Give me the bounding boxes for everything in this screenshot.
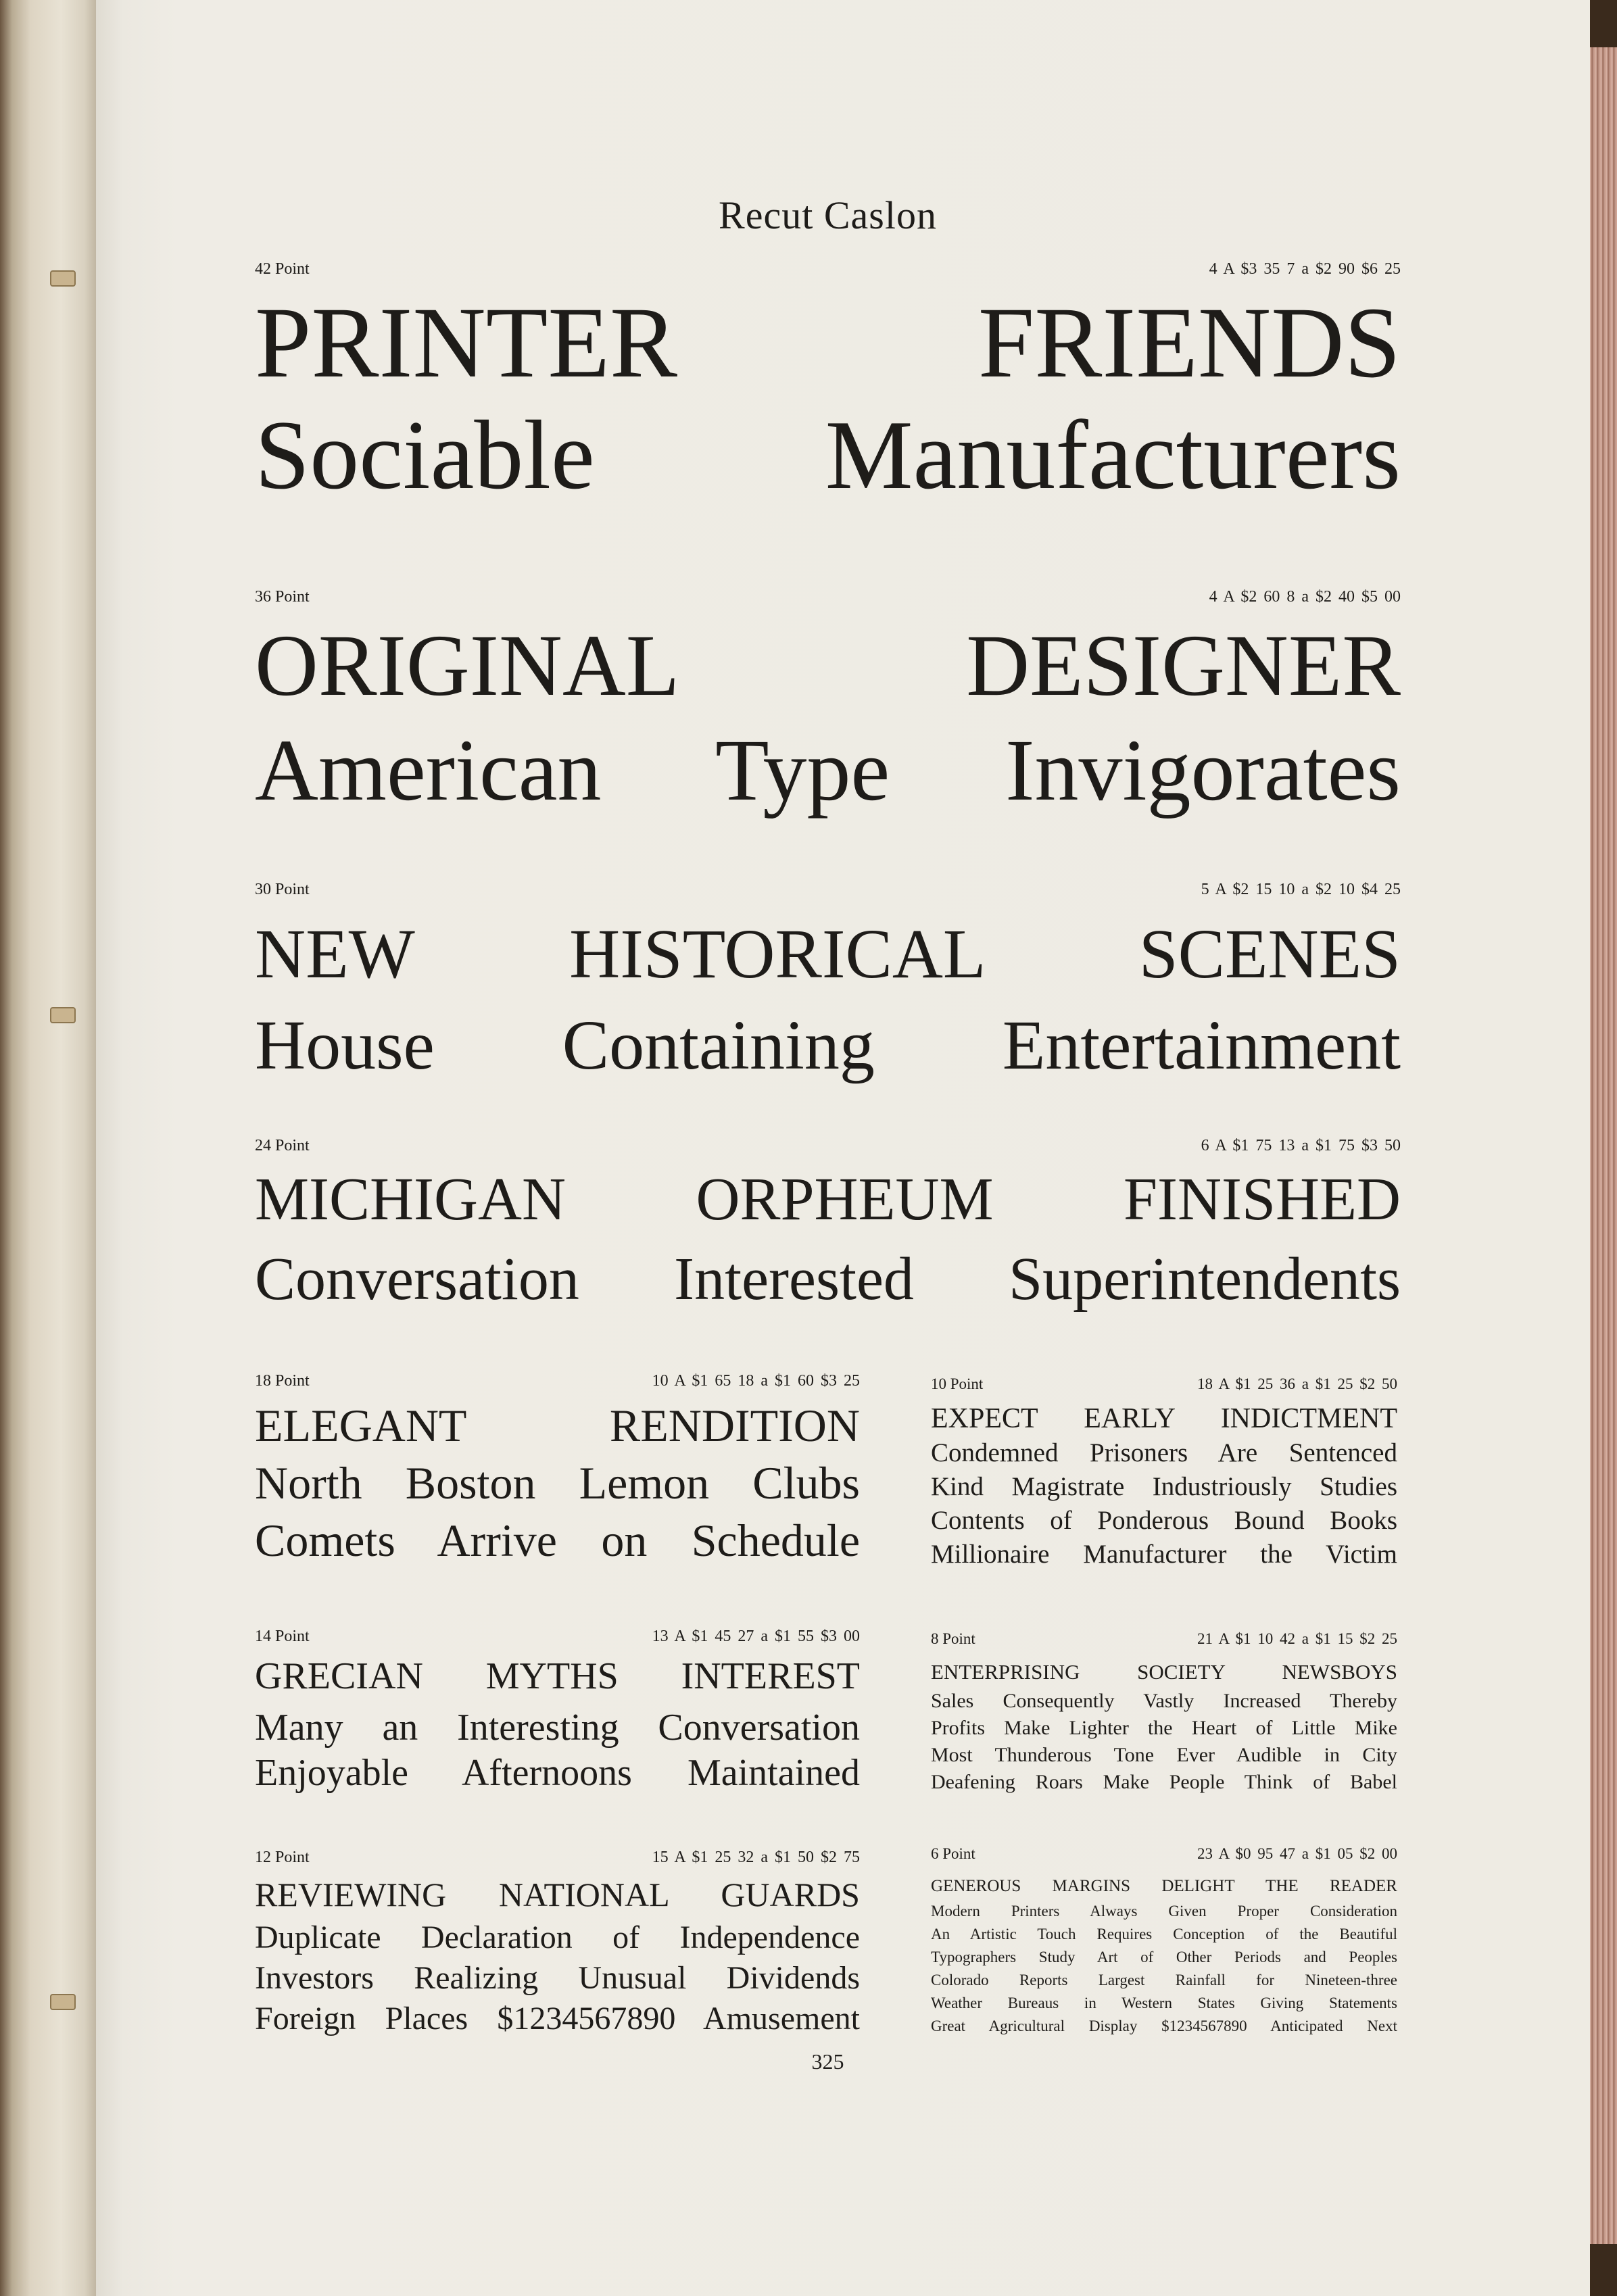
specimen-12-line-3: Investors Realizing Unusual Dividends <box>255 1960 860 1996</box>
specimen-24-line-2: Conversation Interested Superintendents <box>255 1246 1401 1313</box>
specimen-8-line-4: Most Thunderous Tone Ever Audible in City <box>931 1744 1397 1766</box>
specimen-6-line-5: Colorado Reports Largest Rainfall for Nineteen-three <box>931 1972 1397 1988</box>
page-number: 325 <box>811 2049 844 2074</box>
price-label: 23 A $0 95 47 a $1 05 $2 00 <box>1197 1845 1397 1862</box>
specimen-12-line-1: REVIEWING NATIONAL GUARDS <box>255 1876 860 1913</box>
specimen-10-line-3: Kind Magistrate Industriously Studies <box>931 1472 1397 1501</box>
binding-stitch <box>50 1994 76 2010</box>
point-size-label: 6 Point <box>931 1845 975 1862</box>
specimen-36-header <box>255 588 1401 606</box>
specimen-24-line-1: MICHIGAN ORPHEUM FINISHED <box>255 1166 1401 1233</box>
point-size-label: 24 Point <box>255 1137 310 1154</box>
specimen-10-line-5: Millionaire Manufacturer the Victim <box>931 1540 1397 1569</box>
price-label: 5 A $2 15 10 a $2 10 $4 25 <box>1201 881 1401 898</box>
specimen-6-line-2: Modern Printers Always Given Proper Consideration <box>931 1903 1397 1920</box>
specimen-10-line-2: Condemned Prisoners Are Sentenced <box>931 1438 1397 1467</box>
specimen-12-line-2: Duplicate Declaration of Independence <box>255 1920 860 1955</box>
specimen-18-line-2: North Boston Lemon Clubs <box>255 1457 860 1509</box>
specimen-18-line-1: ELEGANT RENDITION <box>255 1400 860 1451</box>
specimen-8-line-5: Deafening Roars Make People Think of Babel <box>931 1771 1397 1793</box>
book-page <box>96 0 1590 2296</box>
specimen-8-line-3: Profits Make Lighter the Heart of Little Mike <box>931 1717 1397 1739</box>
specimen-30-line-1: NEW HISTORICAL SCENES <box>255 915 1401 993</box>
point-size-label: 10 Point <box>931 1375 984 1392</box>
specimen-42-line-1: PRINTER FRIENDS <box>255 287 1401 399</box>
specimen-12-line-4: Foreign Places $1234567890 Amusement <box>255 2001 860 2036</box>
point-size-label: 36 Point <box>255 588 310 606</box>
binding-stitch <box>50 1007 76 1023</box>
specimen-10-line-4: Contents of Ponderous Bound Books <box>931 1506 1397 1535</box>
specimen-36-line-1: ORIGINAL DESIGNER <box>255 617 1401 714</box>
price-label: 10 A $1 65 18 a $1 60 $3 25 <box>652 1372 860 1390</box>
specimen-8-line-2: Sales Consequently Vastly Increased Thereby <box>931 1690 1397 1712</box>
specimen-8-header <box>931 1630 1397 1648</box>
price-label: 21 A $1 10 42 a $1 15 $2 25 <box>1197 1630 1397 1647</box>
specimen-6-line-6: Weather Bureaus in Western States Giving Statements <box>931 1995 1397 2011</box>
specimen-18-header <box>255 1372 860 1390</box>
point-size-label: 14 Point <box>255 1628 310 1645</box>
page-title: Recut Caslon <box>719 193 937 237</box>
specimen-8-line-1: ENTERPRISING SOCIETY NEWSBOYS <box>931 1660 1397 1684</box>
specimen-24-header <box>255 1137 1401 1155</box>
specimen-30-header <box>255 881 1401 899</box>
price-label: 15 A $1 25 32 a $1 50 $2 75 <box>652 1849 860 1866</box>
price-label: 4 A $3 35 7 a $2 90 $6 25 <box>1209 260 1401 278</box>
specimen-14-line-3: Enjoyable Afternoons Maintained <box>255 1752 860 1794</box>
specimen-36-line-2: American Type Invigorates <box>255 722 1401 819</box>
specimen-14-line-1: GRECIAN MYTHS INTEREST <box>255 1655 860 1697</box>
specimen-10-header <box>931 1375 1397 1393</box>
specimen-6-line-4: Typographers Study Art of Other Periods and Peoples <box>931 1949 1397 1965</box>
point-size-label: 8 Point <box>931 1630 975 1647</box>
book-binding <box>0 0 101 2296</box>
specimen-14-header <box>255 1628 860 1646</box>
price-label: 6 A $1 75 13 a $1 75 $3 50 <box>1201 1137 1401 1154</box>
specimen-12-header <box>255 1849 860 1867</box>
specimen-14-line-2: Many an Interesting Conversation <box>255 1707 860 1749</box>
specimen-10-line-1: EXPECT EARLY INDICTMENT <box>931 1403 1397 1434</box>
specimen-42-header <box>255 260 1401 278</box>
price-label: 4 A $2 60 8 a $2 40 $5 00 <box>1209 588 1401 606</box>
specimen-42-line-2: Sociable Manufacturers <box>255 400 1401 510</box>
specimen-30-line-2: House Containing Entertainment <box>255 1006 1401 1084</box>
specimen-6-line-1: GENEROUS MARGINS DELIGHT THE READER <box>931 1877 1397 1895</box>
specimen-18-line-3: Comets Arrive on Schedule <box>255 1515 860 1566</box>
point-size-label: 18 Point <box>255 1372 310 1390</box>
point-size-label: 12 Point <box>255 1849 310 1866</box>
price-label: 13 A $1 45 27 a $1 55 $3 00 <box>652 1628 860 1645</box>
specimen-6-line-3: An Artistic Touch Requires Conception of the Beautiful <box>931 1926 1397 1943</box>
point-size-label: 30 Point <box>255 881 310 898</box>
price-label: 18 A $1 25 36 a $1 25 $2 50 <box>1197 1375 1397 1392</box>
binding-stitch <box>50 270 76 287</box>
specimen-6-line-7: Great Agricultural Display $1234567890 Anticipated Next <box>931 2018 1397 2034</box>
point-size-label: 42 Point <box>255 260 310 278</box>
specimen-6-header <box>931 1845 1397 1863</box>
